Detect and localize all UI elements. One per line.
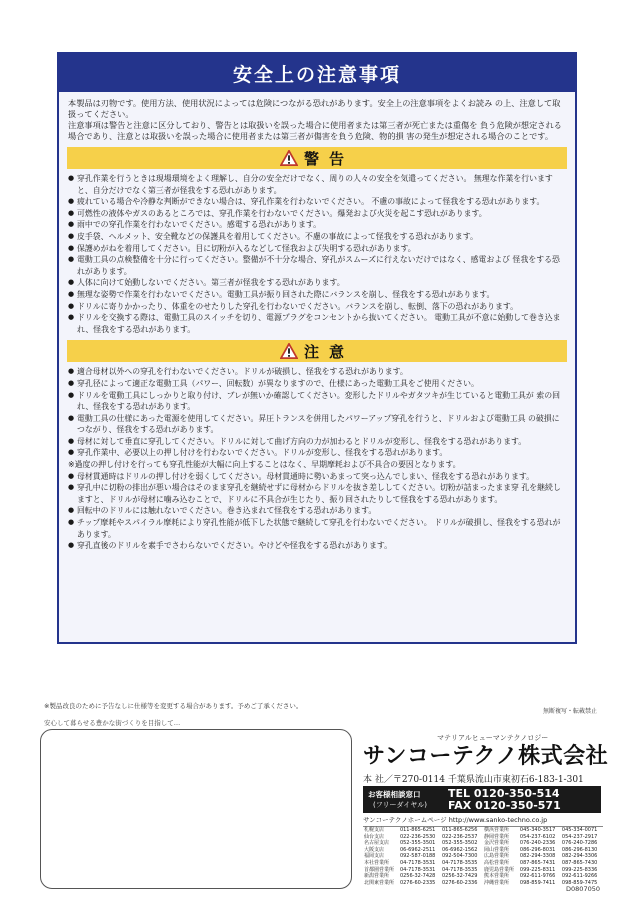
table-cell: 011-865-6256 [441,827,478,833]
table-row [363,873,603,880]
table-row [363,847,603,854]
contact-label: お客様相談窓口 [368,790,421,799]
warning-triangle-icon [280,150,298,166]
table-cell: 098-859-7411 [519,879,556,886]
table-cell: 04-7178-3531 [399,859,436,866]
table-cell: 092-611-9766 [519,873,556,880]
table-cell: 0256-32-7428 [399,873,436,880]
spec-change-notice: ※製品改良のために予告なしに仕様等を変更する場合があります。予めご了承ください。 [44,702,303,710]
hq-address: 本 社／〒270-0114 千葉県流山市東初石6-183-1-301 [363,775,584,785]
table-cell: 静岡営業所 [483,833,509,840]
list-item: ● 可燃性の液体やガスのあるところでは、穿孔作業を行わないでください。爆発および火災を起こす恐れがあります。 [68,208,566,220]
list-item: ● 皮手袋、ヘルメット、安全靴などの保護具を着用してください。不慮の事故によって怪我をする恐れがあります。 [68,231,566,243]
table-cell: 04-7178-3531 [399,866,436,873]
office-list [363,826,603,886]
table-cell: 0276-60-2335 [399,879,436,886]
caution-list [59,366,575,552]
list-item: ● 電動工具の点検整備を十分に行ってください。整備が不十分な場合、穿孔がスムーズに行えないだけではなく、感電および 怪我をする恐れがあります。 [68,254,566,277]
company-logo: サンコーテクノ株式会社 [363,744,609,769]
table-cell: 0256-32-7429 [441,873,478,880]
table-cell: 092-587-0188 [399,853,436,860]
safety-panel [57,52,577,644]
contact-box [363,786,601,813]
intro-paragraph: 本製品は刃物です。使用方法、使用状況によっては危険につながる恐れがあります。安全上の注意事項をよくお読み の上、注意して取扱ってください。 [68,98,561,119]
table-cell: 04-7178-3535 [441,866,478,873]
table-row [363,867,603,874]
table-cell: 熊本営業所 [483,873,509,880]
dealer-stamp-box [40,729,352,889]
page-title: 安全上の注意事項 [59,54,575,92]
table-cell: 086-296-8130 [561,846,598,853]
table-cell: 092-611-9266 [561,873,598,880]
list-item: ● 穿孔中に切粉の排出が悪い場合はそのまま穿孔を継続せずに母材からドリルを抜き差ししてください。切粉が詰まったまま穿 孔を継続しますと、ドリルが母材に噛み込むことで、ドリルに不具合が生じたり、振り回されたりして怪我をする恐れがあります。 [68,482,566,505]
table-cell: 高松営業所 [483,859,509,866]
table-cell: 06-6962-1562 [441,846,478,853]
caution-heading: 注意 [303,342,354,361]
list-item: ● 無理な姿勢で作業を行わないでください。電動工具が振り回された際にバランスを崩し、怪我をする恐れがあります。 [68,289,566,301]
warning-list [59,173,575,335]
table-cell: 新潟営業所 [364,873,390,880]
list-item: ● 適合母材以外への穿孔を行わないでください。ドリルが破損し、怪我をする恐れがあります。 [68,366,566,378]
table-cell: 広島営業所 [483,853,509,860]
table-cell: 082-294-3308 [519,853,556,860]
list-item: ● 回転中のドリルには触れないでください。巻き込まれて怪我をする恐れがあります。 [68,505,566,517]
list-item: ● 母材貫通時はドリルの押し付けを弱くしてください。母材貫通時に勢いあまって突っ込んでしまい、怪我をする恐れがあります。 [68,471,566,483]
caution-note: ※過度の押し付けを行っても穿孔性能が大幅に向上することはなく、早期摩耗および不具合の要因となります。 [68,460,461,470]
table-cell: 横浜営業所 [483,827,509,833]
list-item: ● 保護めがねを着用してください。目に切粉が入るなどして怪我および失明する恐れがあります。 [68,243,566,255]
table-cell: 076-240-7286 [561,840,598,847]
table-cell: 098-859-7475 [561,879,598,886]
table-cell: 087-865-7431 [519,859,556,866]
list-item: ● 穿孔径によって適正な電動工具（パワー、回転数）が異なりますので、仕様にあった電動工具をご使用ください。 [68,378,566,390]
table-cell: 名古屋支店 [364,840,390,847]
table-cell: 076-240-2336 [519,840,556,847]
copy-notice: 無断複写・転載禁止 [542,708,597,715]
list-item: ● ドリルを交換する際は、電動工具のスイッチを切り、電源プラグをコンセントから抜いてください。 電動工具が不意に始動して巻き込まれ、怪我をする恐れがあります。 [68,312,566,335]
table-cell: 首都圏営業所 [364,866,395,873]
warning-banner [67,147,567,169]
list-item: ● 穿孔直後のドリルを素手でさわらないでください。やけどや怪我をする恐れがあります。 [68,540,566,552]
table-cell: 087-865-7430 [561,859,598,866]
table-row [363,827,603,834]
list-item: ● 母材に対して垂直に穿孔してください。ドリルに対して曲げ方向の力が加わるとドリルが変形し、怪我をする恐れがあります。 [68,436,566,448]
table-row [363,834,603,841]
table-cell: 沖縄営業所 [483,879,509,886]
table-cell: 011-865-6251 [399,827,436,833]
table-cell: 0276-60-2336 [441,879,478,886]
table-cell: 06-6962-2511 [399,846,436,853]
table-cell: 082-294-3306 [561,853,598,860]
table-cell: 札幌支店 [364,827,385,833]
table-cell: 054-237-6102 [519,833,556,840]
caution-triangle-icon [280,343,298,359]
table-cell: 045-340-3517 [519,827,556,833]
intro-paragraph: 注意事項は警告と注意に区分しており、警告とは取扱いを誤った場合に使用者または第三者が死亡または重傷を 負う危険が想定される場合であり、注意とは取扱いを誤った場合に使用者または第三者が傷害を負う危険、物的損 害の発生が想定される場合のことです。 [68,120,562,141]
table-cell: 045-334-0071 [561,827,598,833]
table-cell: 04-7178-3535 [441,859,478,866]
caution-banner [67,340,567,362]
table-cell: 岡山営業所 [483,846,509,853]
tagline: 安心して暮らせる豊かな街づくりを目指して… [44,719,181,727]
tel-number: TEL 0120-350-514 [448,787,560,800]
list-item: ● 電動工具の仕様にあった電源を使用してください。昇圧トランスを併用したパワーアップ穿孔を行うと、ドリルおよび電動工具 の破損につながり、怪我をする恐れがあります。 [68,413,566,436]
table-cell: 北関東営業所 [364,879,395,886]
list-item: ● 人体に向けて始動しないでください。第三者が怪我をする恐れがあります。 [68,277,566,289]
table-row [363,860,603,867]
list-item: ● ドリルを電動工具にしっかりと取り付け、ブレが無いか確認してください。変形したドリルやガタツキが生じていると電動工具が 索の回れ、怪我をする恐れがあります。 [68,390,566,413]
list-item: ● 穿孔作業を行うときは現場環境をよく理解し、自分の安全だけでなく、周りの人々の安全を気遣ってください。 無理な作業を行いますと、自分だけでなく第三者が怪我をする恐れがあります。 [68,173,566,196]
list-item: ● チップ摩耗やスパイラル摩耗により穿孔性能が低下した状態で継続して穿孔を行わないでください。 ドリルが破損し、怪我をする恐れがあります。 [68,517,566,540]
list-item: ● ドリルに寄りかかったり、体重をのせたりした穿孔を行わないでください。バランスを崩し、転倒、落下の恐れがあります。 [68,301,566,313]
company-tagline: マテリアルヒューマンテクノロジー [437,734,549,742]
table-cell: 金沢営業所 [483,840,509,847]
table-cell: 福岡支店 [364,853,385,860]
table-cell: 052-355-3502 [441,840,478,847]
list-item: ● 雨中での穿孔作業を行わないでください。感電する恐れがあります。 [68,219,566,231]
document-number: D0807050 [566,885,600,893]
warning-heading: 警告 [303,149,354,168]
table-cell: 099-225-8311 [519,866,556,873]
homepage-link[interactable]: サンコーテクノホームページ http://www.sanko-techno.co.jp [363,816,548,824]
fax-number: FAX 0120-350-571 [448,799,561,812]
table-cell: 大阪支店 [364,846,385,853]
list-item: ● 穿孔作業中、必要以上の押し付けを行わないでください。ドリルが変形し、怪我をする恐れがあります。 [68,447,566,459]
table-cell: 022-236-2530 [399,833,436,840]
intro [59,92,575,142]
contact-sub: (フリーダイヤル) [373,801,427,809]
list-item: ● 疲れている場合や冷静な判断ができない場合は、穿孔作業を行わないでください。 不慮の事故によって怪我をする恐れがあります。 [68,196,566,208]
table-cell: 099-225-8336 [561,866,598,873]
table-cell: 仙台支店 [364,833,385,840]
table-cell: 本社営業所 [364,859,390,866]
table-cell: 052-355-3501 [399,840,436,847]
table-cell: 022-236-2537 [441,833,478,840]
table-cell: 086-296-8031 [519,846,556,853]
table-row [363,853,603,860]
table-row [363,840,603,847]
table-cell: 092-504-7300 [441,853,478,860]
table-cell: 054-237-2917 [561,833,598,840]
table-cell: 鹿児島営業所 [483,866,514,873]
